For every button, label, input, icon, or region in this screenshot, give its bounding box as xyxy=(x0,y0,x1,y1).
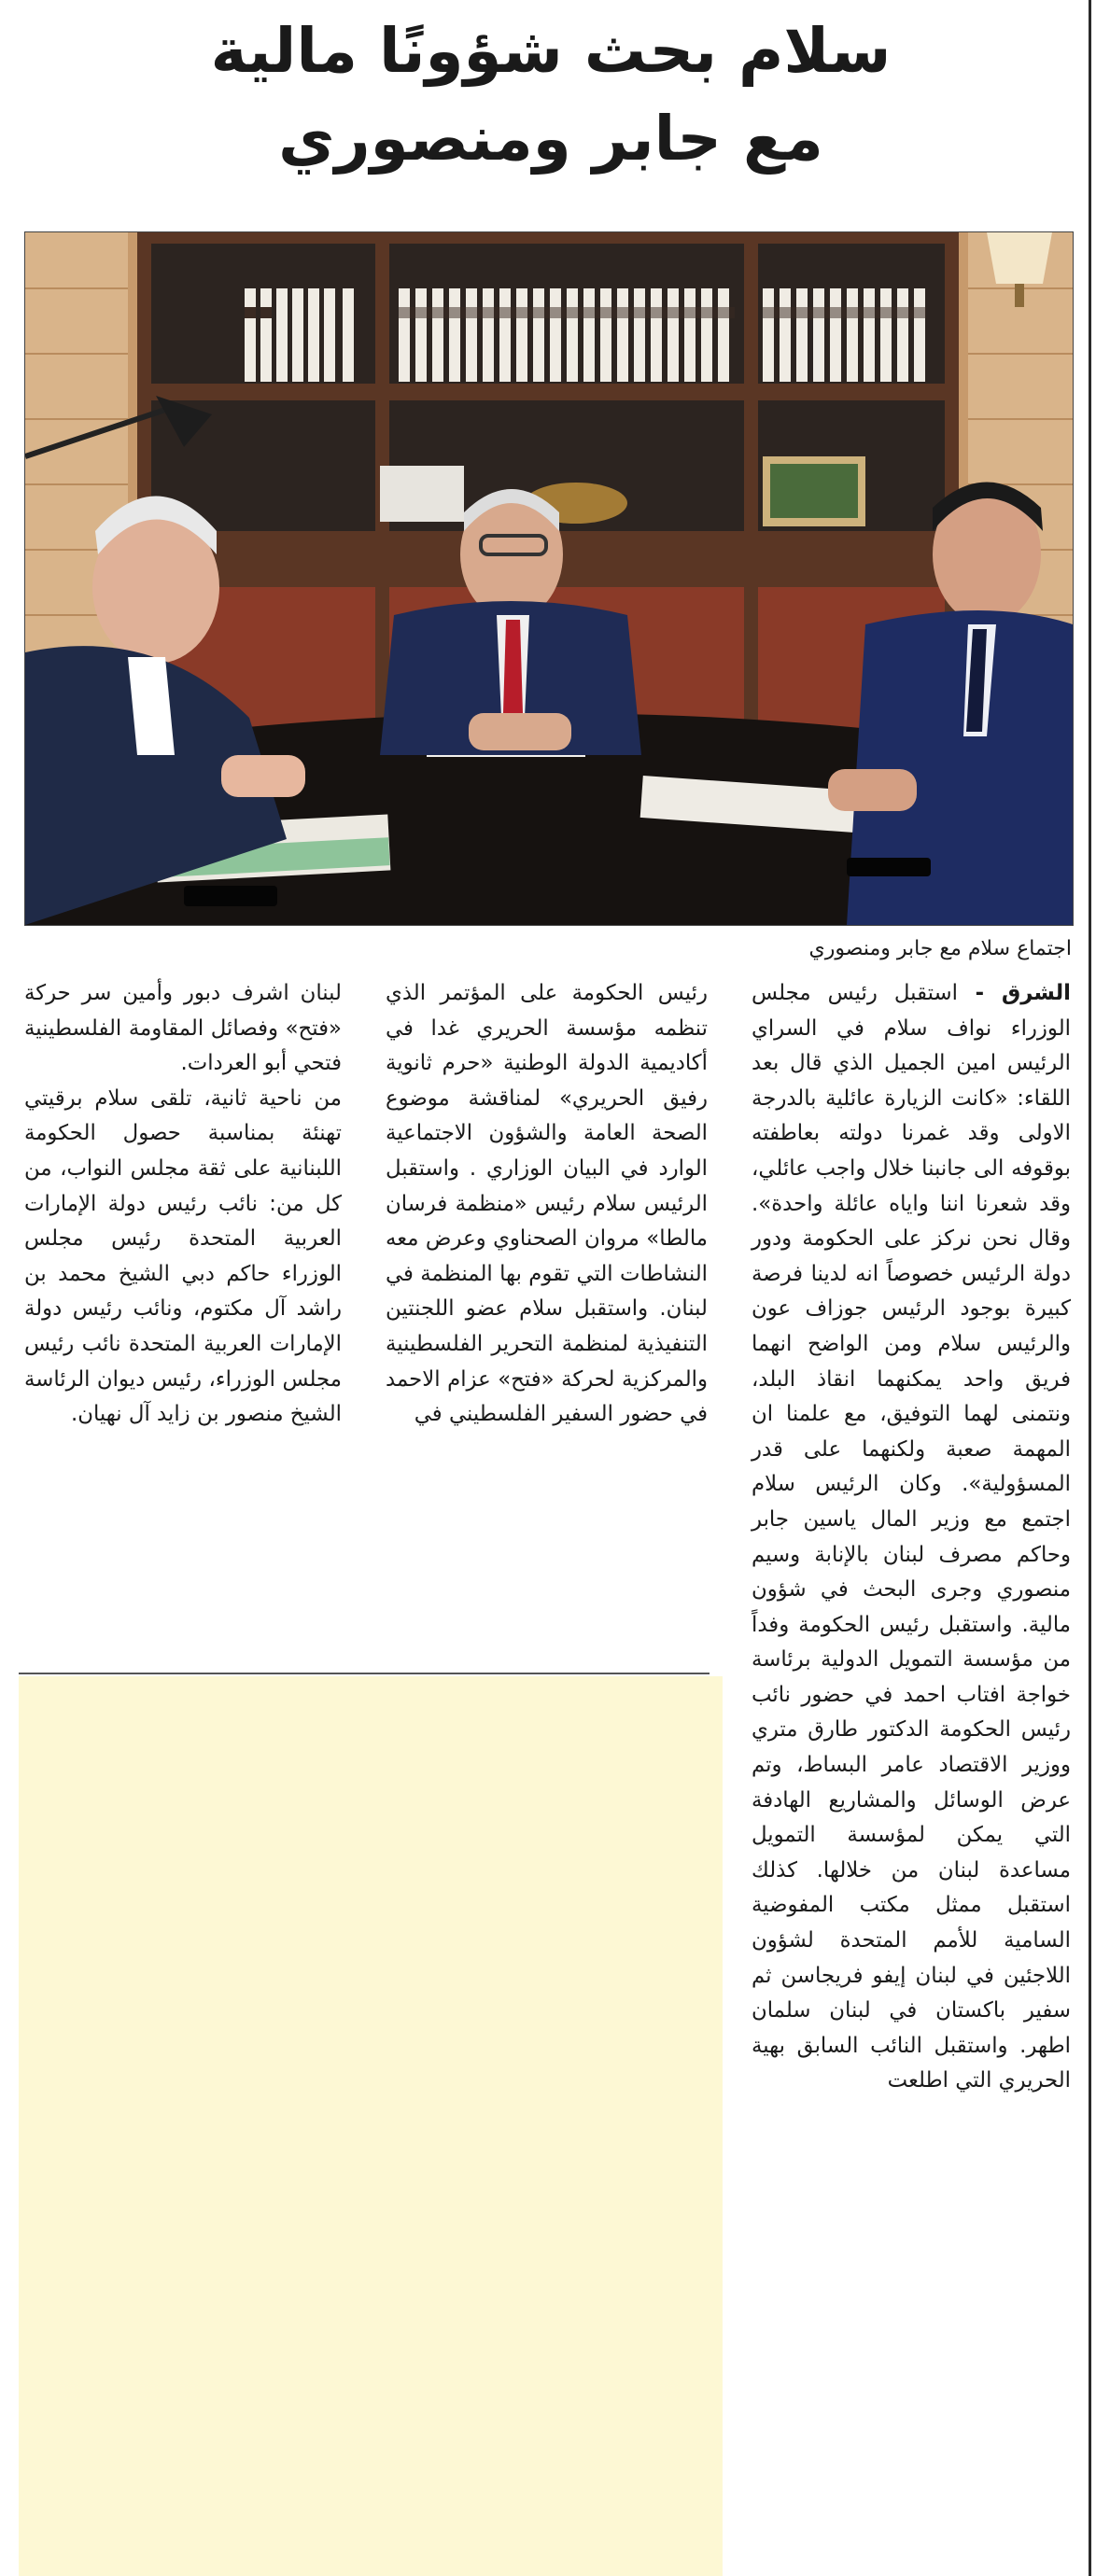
meeting-photo-illustration xyxy=(25,232,1073,925)
article-body-col3-p1: لبنان اشرف دبور وأمين سر حركة «فتح» وفصائل المقاومة الفلسطينية فتحي أبو العردات. xyxy=(24,981,342,1076)
article-column-2 xyxy=(386,976,708,1433)
headline-line-2: مع جابر ومنصوري xyxy=(278,103,823,175)
blank-advert-box xyxy=(19,1676,723,2576)
article-source: الشرق - xyxy=(957,981,1071,1005)
page-right-rule xyxy=(1089,0,1091,2576)
column-separator xyxy=(19,1673,710,1674)
photo-caption: اجتماع سلام مع جابر ومنصوري xyxy=(808,937,1072,960)
article-paragraph xyxy=(752,976,1071,2099)
article-column-3 xyxy=(24,976,342,1433)
headline-line-1: سلام بحث شؤونًا مالية xyxy=(210,15,892,87)
article-body-col1: استقبل رئيس مجلس الوزراء نواف سلام في السراي الرئيس امين الجميل الذي قال بعد اللقاء: «كانت الزيارة عائلية بالدرجة الاولى وقد غمرنا دولته بعاطفته بوقوفه الى جانبنا خلال واجب عائلي، وقد شعرنا اننا واياه عائلة واحدة». وقال نحن نركز على الحكومة ودور دولة الرئيس خصوصاً انه لدينا فرصة كبيرة بوجود الرئيس جوزاف عون والرئيس سلام ومن الواضح انهما فريق واحد يمكنهما انقاذ البلد، ونتمنى لهما التوفيق، مع علمنا ان المهمة صعبة ولكنهما على قدر المسؤولية». وكان الرئيس سلام اجتمع مع وزير المال ياسين جابر وحاكم مصرف لبنان بالإنابة وسيم منصوري وجرى البحث في شؤون مالية. واستقبل رئيس الحكومة وفداً من مؤسسة التمويل الدولية برئاسة خواجة افتاب احمد في حضور نائب رئيس الحكومة الدكتور طارق متري ووزير الاقتصاد عامر البساط، وتم عرض الوسائل والمشاريع الهادفة التي يمكن لمؤسسة التمويل مساعدة لبنان من خلالها. كذلك استقبل ممثل مكتب المفوضية السامية للأمم المتحدة لشؤون اللاجئين في لبنان إيفو فريجاسن ثم سفير باكستان في لبنان سلمان اطهر. واستقبل النائب السابق بهية الحريري التي اطلعت xyxy=(752,981,1071,2093)
article-column-1 xyxy=(752,976,1071,2099)
article-headline xyxy=(19,7,1083,183)
article-body-col3-p2: من ناحية ثانية، تلقى سلام برقيتي تهنئة بمناسبة حصول الحكومة اللبنانية على ثقة مجلس النواب، من كل من: نائب رئيس دولة الإمارات العربية المتحدة رئيس مجلس الوزراء حاكم دبي الشيخ محمد بن راشد آل مكتوم، ونائب رئيس دولة الإمارات العربية المتحدة نائب رئيس مجلس الوزراء، رئيس ديوان الرئاسة الشيخ منصور بن زايد آل نهيان. xyxy=(24,1085,342,1427)
article-body-col2: رئيس الحكومة على المؤتمر الذي تنظمه مؤسسة الحريري غدا في أكاديمية الدولة الوطنية «حرم ثانوية رفيق الحريري» لمناقشة موضوع الصحة العامة والشؤون الاجتماعية الوارد في البيان الوزاري . واستقبل الرئيس سلام رئيس «منظمة فرسان مالطا» مروان الصحناوي وعرض معه النشاطات التي تقوم بها المنظمة في لبنان. واستقبل سلام عضو اللجنتين التنفيذية لمنظمة التحرير الفلسطينية والمركزية لحركة «فتح» عزام الاحمد في حضور السفير الفلسطيني في xyxy=(386,981,708,1427)
article-photo xyxy=(24,231,1074,926)
